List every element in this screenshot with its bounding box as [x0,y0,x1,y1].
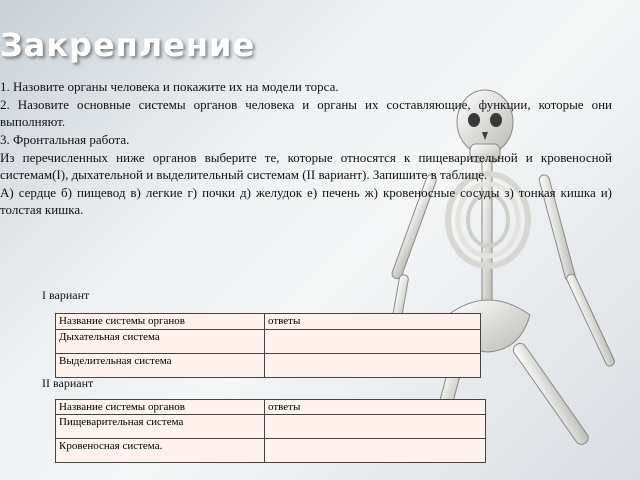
variant2-table [55,399,486,463]
task-instruction: Из перечисленных ниже органов выберите те, которые относятся к пищеварительной и кровеносной системам(I), дыхательной и выделительный системам (II вариант). Запишите в таблице. [0,150,612,182]
variant1-table [55,313,481,378]
organ-list: А) сердце б) пищевод в) легкие г) почки д) желудок е) печень ж) кровеносные сосуды з) тонкая кишка и) толстая кишка. [0,185,612,217]
page-title: Закрепление [0,26,256,64]
variant1-answer-2[interactable] [265,354,481,378]
variant2-header-answers: ответы [265,400,486,415]
variant1-header-system: Название системы органов [56,314,265,330]
variant2-answer-1[interactable] [265,415,486,439]
task-item-1: 1. Назовите органы человека и покажите их на модели торса. [0,79,339,94]
variant2-row-2: Кровеносная система. [56,439,265,463]
variant2-label: II вариант [42,376,94,390]
variant1-label: I вариант [42,288,90,302]
variant1-row-1: Дыхательная система [56,330,265,354]
variant1-answer-1[interactable] [265,330,481,354]
variant2-header-system: Название системы органов [56,400,265,415]
variant1-row-2: Выделительная система [56,354,265,378]
task-item-2: 2. Назовите основные системы органов человека и органы их составляющие, функции, которые они выполняют. [0,97,612,129]
task-text [0,78,612,219]
variant2-row-1: Пищеварительная система [56,415,265,439]
variant2-answer-2[interactable] [265,439,486,463]
task-item-3: 3. Фронтальная работа. [0,132,130,147]
variant1-header-answers: ответы [265,314,481,330]
